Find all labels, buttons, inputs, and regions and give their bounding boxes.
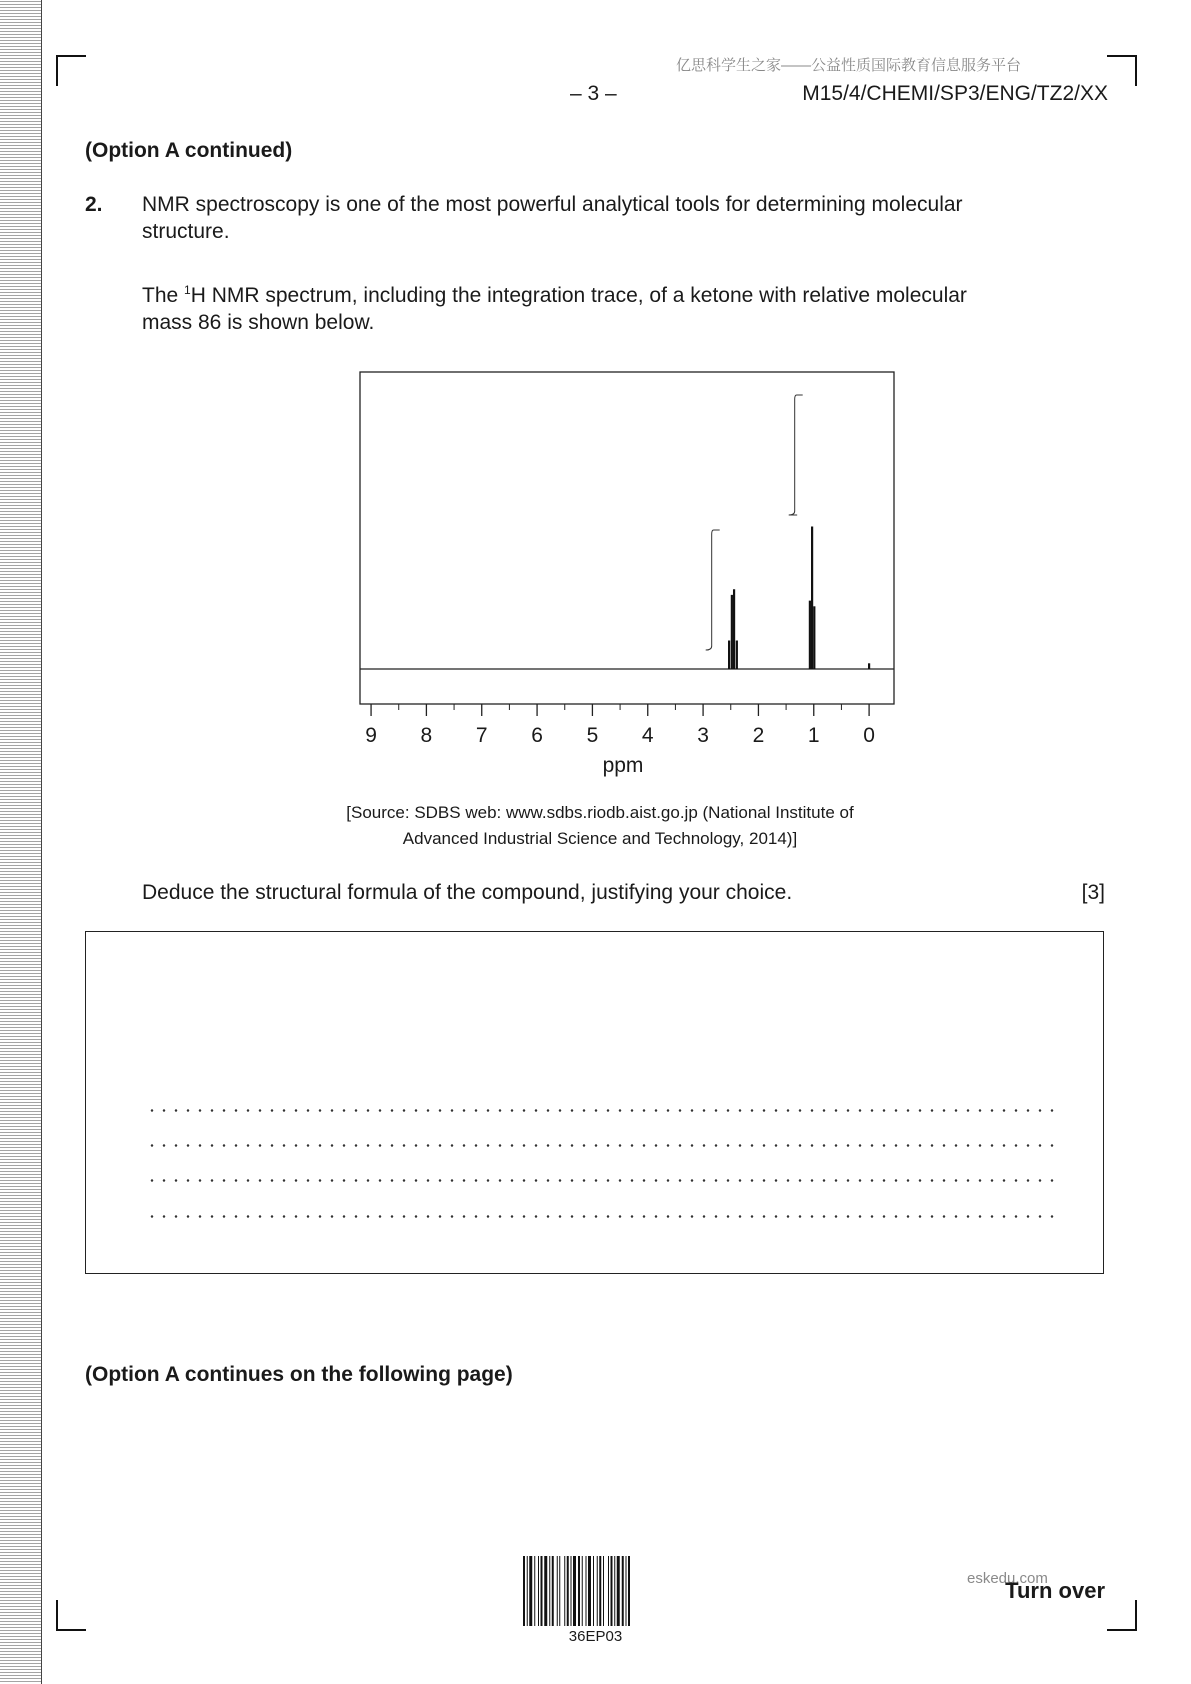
barcode-bar — [578, 1556, 580, 1626]
nmr-spectrum-chart — [358, 370, 903, 785]
barcode — [523, 1556, 668, 1626]
x-tick-label-9: 9 — [365, 724, 377, 747]
question-description — [142, 277, 1022, 336]
source-line-2: Advanced Industrial Science and Technology, 2014)] — [402, 829, 798, 848]
barcode-text: 36EP03 — [568, 1628, 623, 1645]
x-tick-label-5: 5 — [586, 724, 599, 747]
x-tick-label-2: 2 — [752, 724, 765, 747]
barcode-bar — [617, 1556, 620, 1626]
barcode-bar — [552, 1556, 554, 1626]
paper-code: M15/4/CHEMI/SP3/ENG/TZ2/XX — [802, 82, 1108, 105]
barcode-bar — [614, 1556, 615, 1626]
barcode-bar — [603, 1556, 604, 1626]
barcode-bar — [523, 1556, 525, 1626]
barcode-bar — [544, 1556, 547, 1626]
crop-mark-top-left — [56, 55, 86, 86]
barcode-bar — [534, 1556, 535, 1626]
barcode-bar — [622, 1556, 624, 1626]
barcode-bar — [597, 1556, 598, 1626]
integration-step-1 — [789, 395, 803, 515]
answer-line-2[interactable] — [146, 1144, 1056, 1147]
question-prompt: Deduce the structural formula of the compound, justifying your choice. — [142, 881, 793, 904]
turn-over-label: Turn over — [1005, 1578, 1105, 1603]
barcode-bar — [541, 1556, 543, 1626]
barcode-bar — [608, 1556, 609, 1626]
barcode-bar — [599, 1556, 601, 1626]
barcode-bar — [529, 1556, 532, 1626]
integration-step-0 — [706, 530, 720, 650]
x-tick-label-7: 7 — [475, 724, 488, 747]
page-number: – 3 – — [570, 82, 617, 105]
barcode-bar — [628, 1556, 630, 1626]
x-axis-label: ppm — [602, 754, 644, 777]
barcode-bar — [593, 1556, 594, 1626]
answer-line-3[interactable] — [146, 1179, 1056, 1182]
answer-line-1[interactable] — [146, 1109, 1056, 1112]
marks-allocation: [3] — [1081, 881, 1105, 904]
barcode-bar — [611, 1556, 613, 1626]
barcode-bar — [582, 1556, 583, 1626]
barcode-bar — [564, 1556, 565, 1626]
answer-line-4[interactable] — [146, 1215, 1056, 1218]
barcode-bar — [538, 1556, 539, 1626]
x-tick-label-8: 8 — [420, 724, 433, 747]
x-tick-label-4: 4 — [641, 724, 654, 747]
site-watermark: eskedu.com — [967, 1570, 1048, 1587]
superscript-one: 1 — [184, 283, 191, 297]
barcode-bar — [549, 1556, 550, 1626]
barcode-bar — [586, 1556, 587, 1626]
crop-mark-bottom-right — [1107, 1600, 1137, 1631]
x-tick-label-3: 3 — [697, 724, 709, 747]
continues-note: (Option A continues on the following page) — [85, 1363, 513, 1386]
description-text-start: The — [142, 284, 185, 307]
barcode-bar — [527, 1556, 528, 1626]
binding-margin-pattern — [0, 0, 42, 1684]
header-watermark: 亿思科学生之家——公益性质国际教育信息服务平台 — [676, 57, 1022, 74]
answer-box[interactable] — [85, 931, 1104, 1274]
description-text-rest: H NMR spectrum, including the integration trace, of a ketone with relative molecular mass 86 is shown below. — [142, 284, 967, 334]
question-intro: NMR spectroscopy is one of the most powerful analytical tools for determining molecular structure. — [142, 193, 963, 243]
question-number: 2. — [85, 193, 103, 216]
barcode-bar — [557, 1556, 558, 1626]
source-line-1: [Source: SDBS web: www.sdbs.riodb.aist.go.jp (National Institute of — [346, 803, 854, 822]
crop-mark-top-right — [1107, 55, 1137, 86]
x-tick-label-1: 1 — [807, 724, 820, 747]
barcode-bar — [567, 1556, 569, 1626]
barcode-bar — [573, 1556, 576, 1626]
crop-mark-bottom-left — [56, 1600, 86, 1631]
barcode-bar — [559, 1556, 560, 1626]
barcode-bar — [626, 1556, 627, 1626]
section-heading: (Option A continued) — [85, 139, 293, 162]
barcode-bar — [571, 1556, 572, 1626]
x-tick-label-0: 0 — [863, 724, 875, 747]
source-citation — [300, 800, 900, 852]
x-tick-label-6: 6 — [531, 724, 543, 747]
barcode-bar — [588, 1556, 591, 1626]
